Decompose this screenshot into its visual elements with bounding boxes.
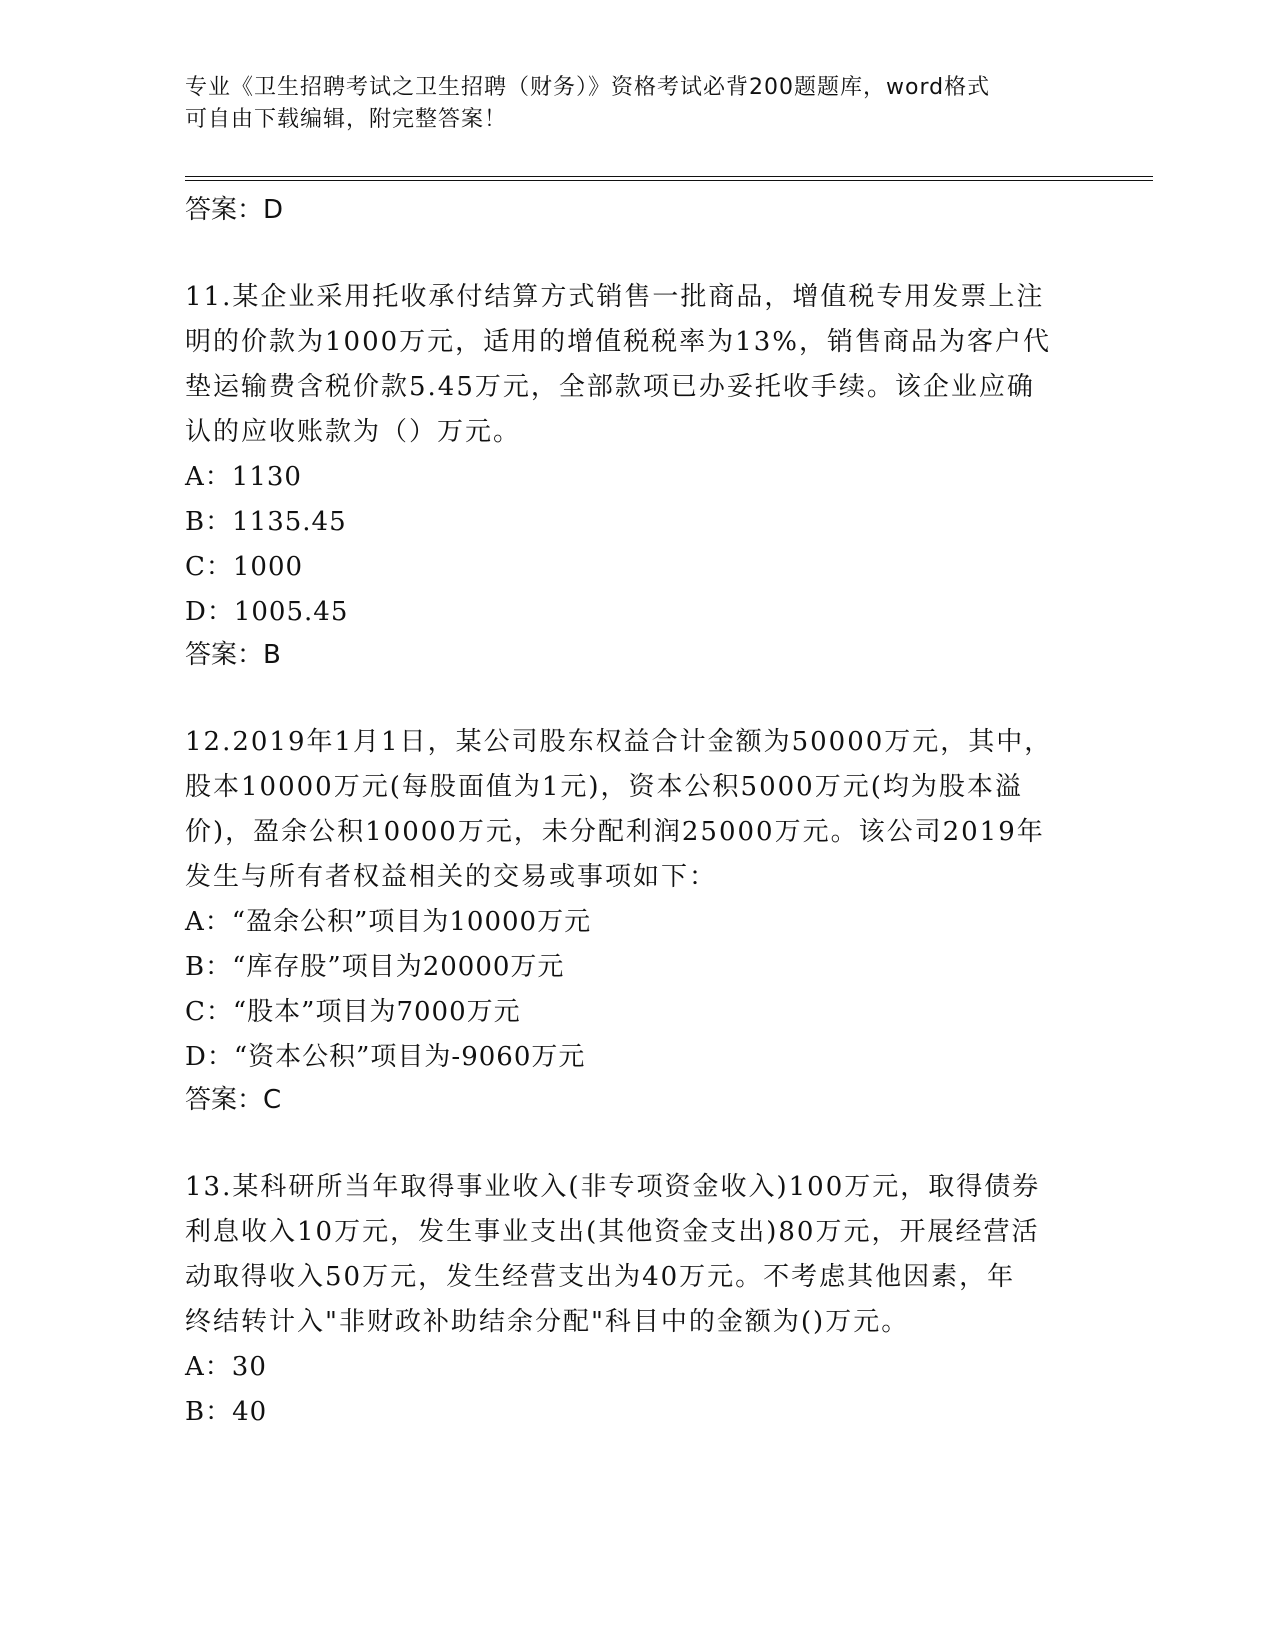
option-b: B：1135.45 <box>185 507 347 537</box>
document-body <box>185 190 1085 1435</box>
option-b: B：40 <box>185 1397 268 1427</box>
question-line: 股本10000万元(每股面值为1元)，资本公积5000万元(均为股本溢 <box>185 772 1023 802</box>
option-a: A：“盈余公积”项目为10000万元 <box>185 907 592 937</box>
question-line: 终结转计入"非财政补助结余分配"科目中的金额为()万元。 <box>185 1307 910 1337</box>
question-line: 垫运输费含税价款5.45万元，全部款项已办妥托收手续。该企业应确 <box>185 372 1035 402</box>
answer-line: 答案：C <box>185 1085 282 1115</box>
question-block-11 <box>185 275 1085 675</box>
option-b: B：“库存股”项目为20000万元 <box>185 952 565 982</box>
option-d: D：1005.45 <box>185 597 349 627</box>
answer-line: 答案：B <box>185 640 281 670</box>
question-line: 利息收入10万元，发生事业支出(其他资金支出)80万元，开展经营活 <box>185 1217 1040 1247</box>
question-line: 认的应收账款为（）万元。 <box>185 417 522 447</box>
answer-line: 答案：D <box>185 195 284 225</box>
option-a: A：30 <box>185 1352 267 1382</box>
option-d: D：“资本公积”项目为-9060万元 <box>185 1042 586 1072</box>
question-line: 明的价款为1000万元，适用的增值税税率为13%，销售商品为客户代 <box>185 327 1051 357</box>
option-c: C：“股本”项目为7000万元 <box>185 997 521 1027</box>
question-block-12 <box>185 720 1085 1120</box>
question-line: 13.某科研所当年取得事业收入(非专项资金收入)100万元，取得债券 <box>185 1172 1041 1202</box>
question-line: 11.某企业采用托收承付结算方式销售一批商品，增值税专用发票上注 <box>185 282 1045 312</box>
page-header <box>185 72 1065 136</box>
option-a: A：1130 <box>185 462 302 492</box>
header-divider <box>185 176 1153 181</box>
question-line: 12.2019年1月1日，某公司股东权益合计金额为50000万元，其中， <box>185 727 1053 757</box>
option-c: C：1000 <box>185 552 304 582</box>
question-line: 动取得收入50万元，发生经营支出为40万元。不考虑其他因素，年 <box>185 1262 1016 1292</box>
header-line-2: 可自由下载编辑，附完整答案！ <box>185 107 508 132</box>
question-line: 发生与所有者权益相关的交易或事项如下： <box>185 862 718 892</box>
question-block-13 <box>185 1165 1085 1435</box>
header-line-1: 专业《卫生招聘考试之卫生招聘（财务）》资格考试必背200题题库，word格式 <box>185 75 991 100</box>
question-line: 价)，盈余公积10000万元，未分配利润25000万元。该公司2019年 <box>185 817 1045 847</box>
